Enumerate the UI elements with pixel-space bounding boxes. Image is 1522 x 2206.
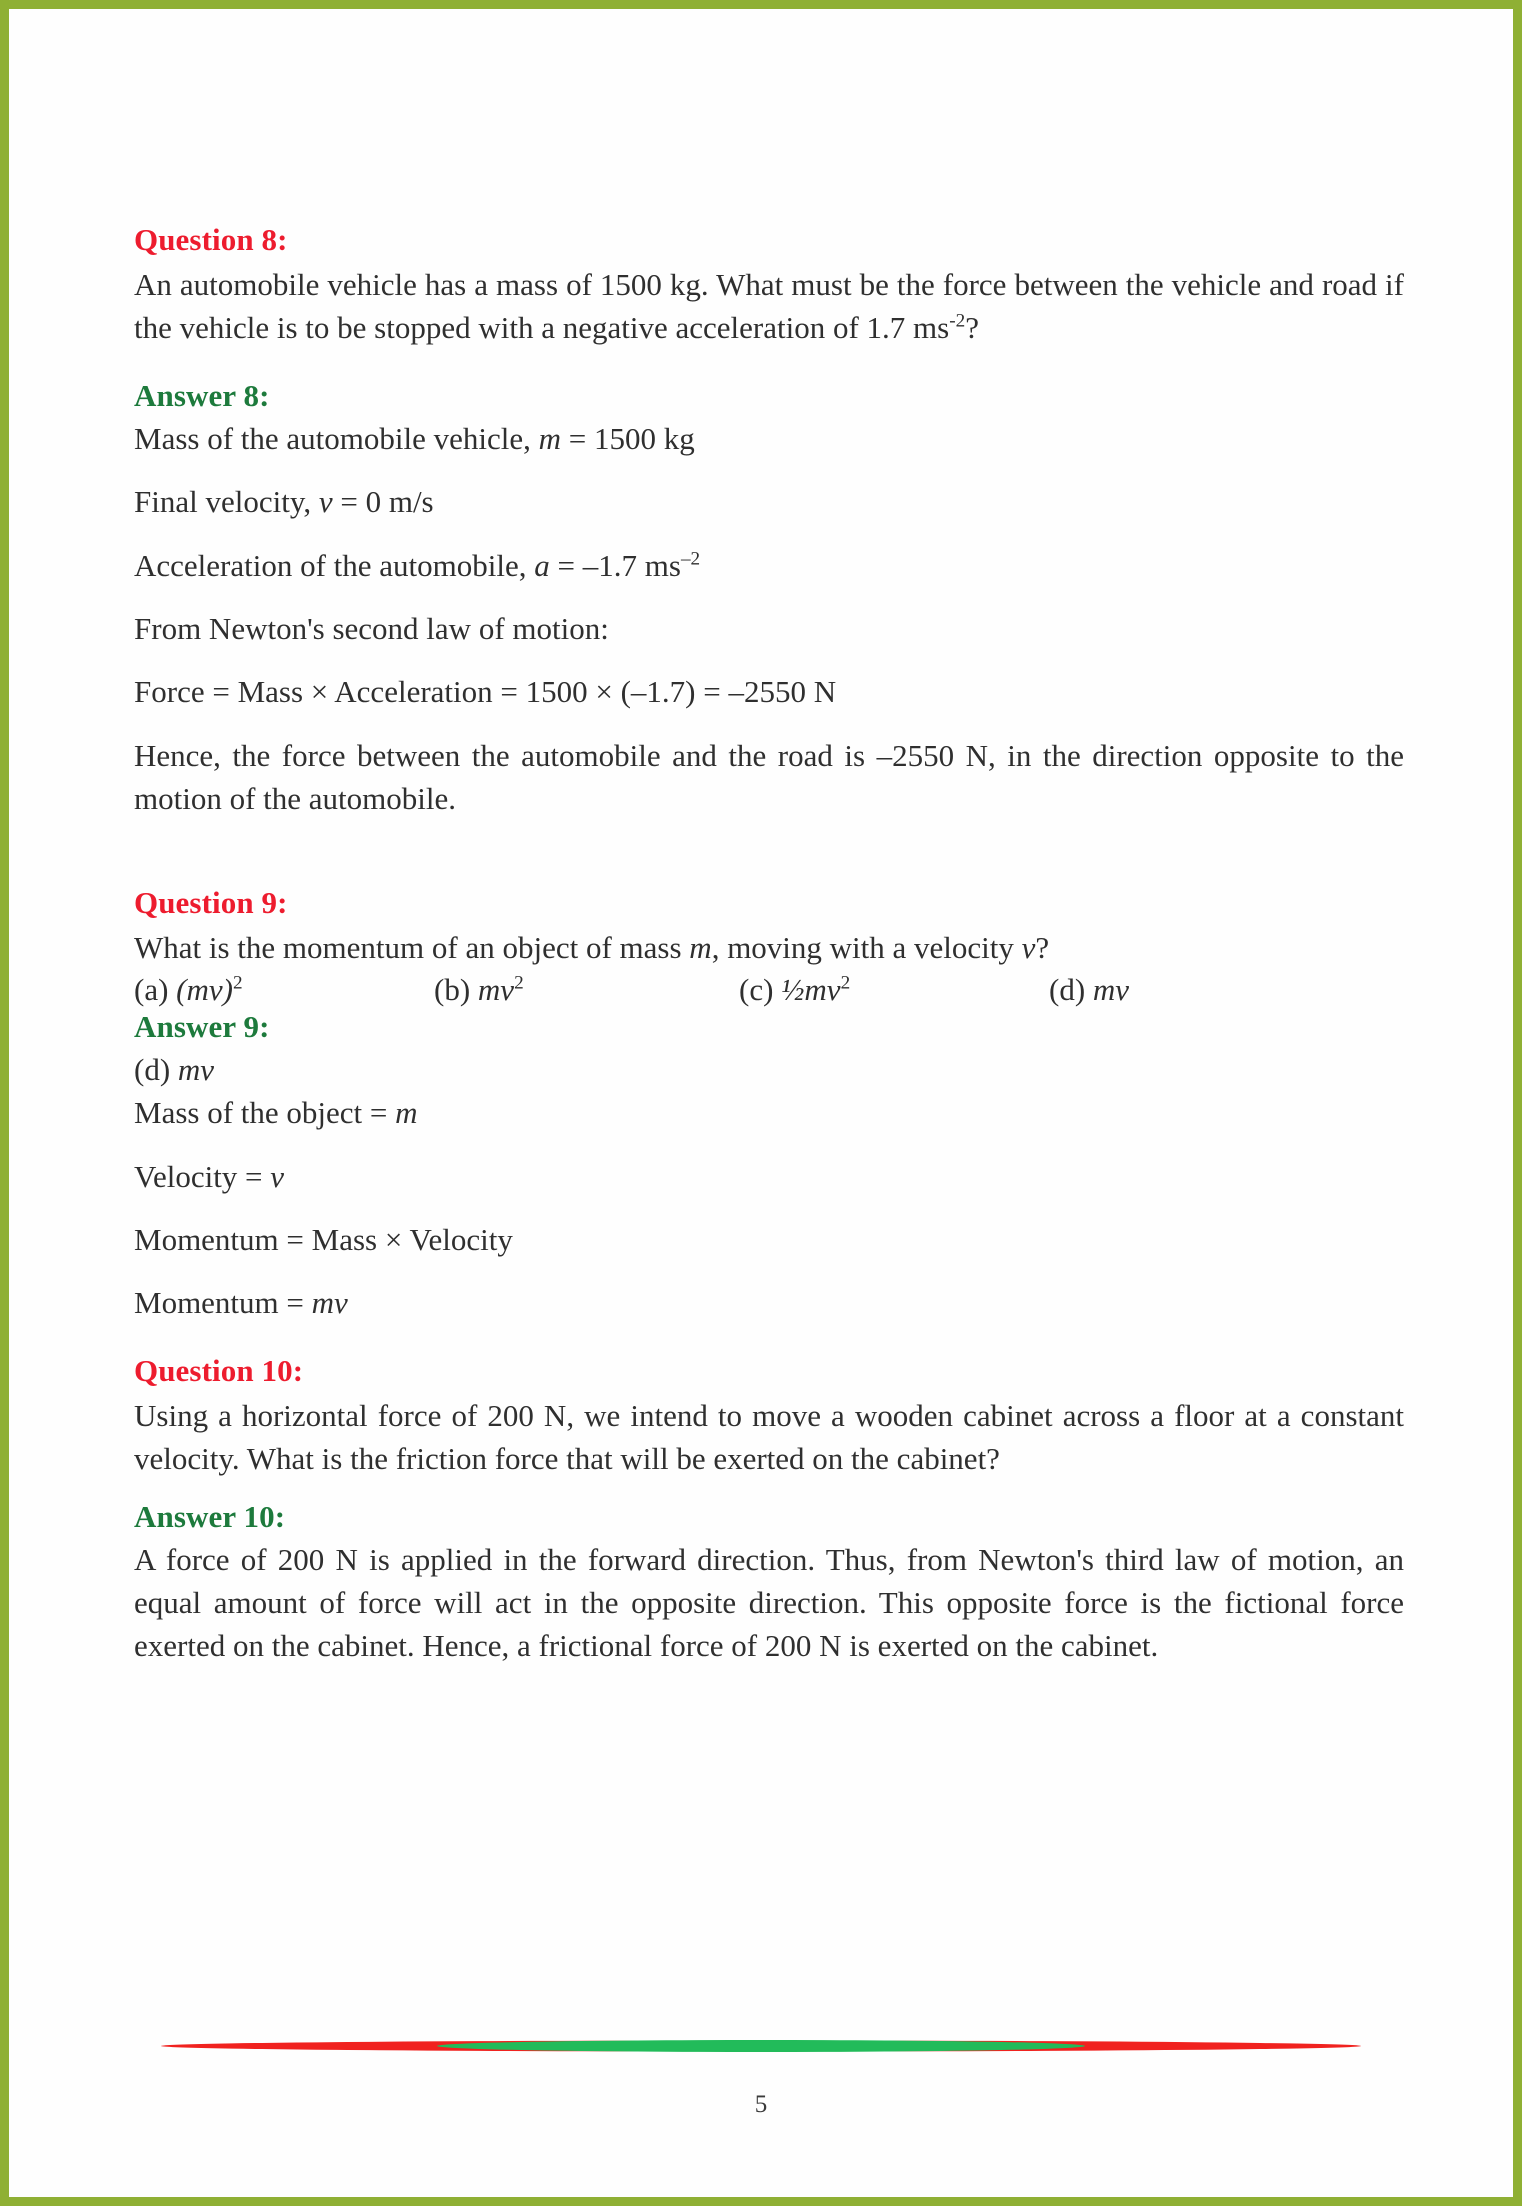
option-a[interactable] <box>134 969 243 1011</box>
answer-10-heading: Answer 10: <box>134 1498 286 1534</box>
question-10-heading: Question 10: <box>134 1352 304 1388</box>
option-b-label: (b) <box>434 971 471 1007</box>
option-a-superscript: 2 <box>232 972 243 994</box>
spacer <box>134 821 1404 887</box>
answer-8-acceleration-value: = –1.7 ms <box>549 547 681 583</box>
page-canvas <box>9 9 1513 2197</box>
answer-8-acceleration-superscript: –2 <box>680 548 701 570</box>
answer-9-line-mass <box>134 1091 1404 1134</box>
spacer <box>134 587 1404 607</box>
answer-8-mass-label: Mass of the automobile vehicle, <box>134 420 539 456</box>
answer-8-heading: Answer 8: <box>134 377 270 413</box>
answer-9-block <box>134 1008 1404 1325</box>
question-9-heading: Question 9: <box>134 884 288 920</box>
footer-ornament <box>161 2037 1361 2055</box>
answer-9-velocity-label: Velocity = <box>134 1158 271 1194</box>
variable-v: v <box>270 1158 285 1194</box>
option-b-expression: mv <box>477 971 515 1007</box>
question-9-options <box>134 969 1404 1011</box>
question-8-heading: Question 8: <box>134 222 288 257</box>
spacer <box>134 1325 1404 1355</box>
answer-8-force-equation: Force = Mass × Acceleration = 1500 × (–1.7) = –2550 N <box>134 674 837 710</box>
page-number: 5 <box>754 2091 768 2118</box>
answer-9-line-velocity <box>134 1155 1404 1198</box>
option-a-expression: (mv) <box>176 971 233 1007</box>
answer-8-law-statement: From Newton's second law of motion: <box>134 610 609 646</box>
option-b-superscript: 2 <box>514 972 524 994</box>
answer-10-text: A force of 200 N is applied in the forward direction. Thus, from Newton's third law of motion, an equal amount of force will act in the opposite direction. This opposite force is the fictional force exerted on the cabinet. Hence, a frictional force of 200 N is exerted on the cabinet. <box>134 1541 1404 1664</box>
answer-9-selected-option <box>134 1048 1404 1091</box>
answer-8-line-acceleration <box>134 544 1404 587</box>
question-9-block <box>134 884 1404 1011</box>
ornament-green-lens <box>437 2040 1085 2052</box>
answer-9-momentum-expression: mv <box>311 1285 348 1321</box>
option-d[interactable] <box>1049 969 1129 1011</box>
spacer <box>134 1481 1404 1501</box>
answer-9-mass-label: Mass of the object = <box>134 1095 396 1131</box>
answer-8-mass-value: = 1500 kg <box>561 420 695 456</box>
answer-9-momentum-formula: Momentum = Mass × Velocity <box>134 1222 513 1258</box>
answer-8-velocity-value: = 0 m/s <box>332 484 434 520</box>
spacer <box>134 1198 1404 1218</box>
variable-m: m <box>689 929 712 965</box>
question-9-text-post: ? <box>1035 929 1050 965</box>
spacer <box>134 524 1404 544</box>
question-10-block <box>134 1352 1404 1481</box>
spacer <box>134 460 1404 480</box>
variable-a: a <box>534 547 550 583</box>
option-d-expression: mv <box>1092 971 1130 1007</box>
answer-8-block <box>134 377 1404 821</box>
answer-8-line-mass <box>134 417 1404 460</box>
option-c-expression: ½mv <box>781 971 841 1007</box>
answer-10-block <box>134 1498 1404 1668</box>
variable-v: v <box>1021 929 1036 965</box>
option-c-superscript: 2 <box>840 972 851 994</box>
question-9-text-mid: , moving with a velocity <box>711 929 1022 965</box>
spacer <box>134 714 1404 734</box>
document-content <box>134 224 1404 1668</box>
option-c[interactable] <box>739 969 850 1011</box>
question-9-text <box>134 926 1404 969</box>
answer-8-conclusion: Hence, the force between the automobile and the road is –2550 N, in the direction opposite to the motion of the automobile. <box>134 737 1404 817</box>
question-10-text: Using a horizontal force of 200 N, we intend to move a wooden cabinet across a floor at a constant velocity. What is the friction force that will be exerted on the cabinet? <box>134 1397 1404 1477</box>
question-8-superscript: -2 <box>949 311 966 333</box>
option-c-label: (c) <box>739 971 774 1007</box>
answer-8-velocity-label: Final velocity, <box>134 484 319 520</box>
answer-9-heading: Answer 9: <box>134 1008 270 1044</box>
variable-v: v <box>318 484 333 520</box>
question-9-text-pre: What is the momentum of an object of mass <box>134 929 690 965</box>
answer-8-line-velocity <box>134 480 1404 523</box>
page-footer <box>9 2037 1513 2119</box>
spacer <box>134 1135 1404 1155</box>
variable-m: m <box>395 1095 418 1131</box>
spacer <box>134 1261 1404 1281</box>
spacer <box>134 350 1404 380</box>
answer-9-option-expression: mv <box>177 1051 215 1087</box>
question-8-text <box>134 263 1404 350</box>
question-8-text-tail: ? <box>965 310 979 346</box>
option-d-label: (d) <box>1049 971 1086 1007</box>
answer-9-option-label: (d) <box>134 1051 178 1087</box>
answer-9-momentum-label: Momentum = <box>134 1285 312 1321</box>
spacer <box>134 650 1404 670</box>
variable-m: m <box>538 420 562 456</box>
answer-8-acceleration-label: Acceleration of the automobile, <box>134 547 535 583</box>
question-8-text-main: An automobile vehicle has a mass of 1500 kg. What must be the force between the vehicle and road if the vehicle is to be stopped with a negative acceleration of 1.7 ms <box>134 267 1404 346</box>
answer-9-momentum-result <box>134 1281 1404 1324</box>
option-b[interactable] <box>434 969 524 1011</box>
option-a-label: (a) <box>134 971 169 1007</box>
question-8-block <box>134 224 1404 350</box>
